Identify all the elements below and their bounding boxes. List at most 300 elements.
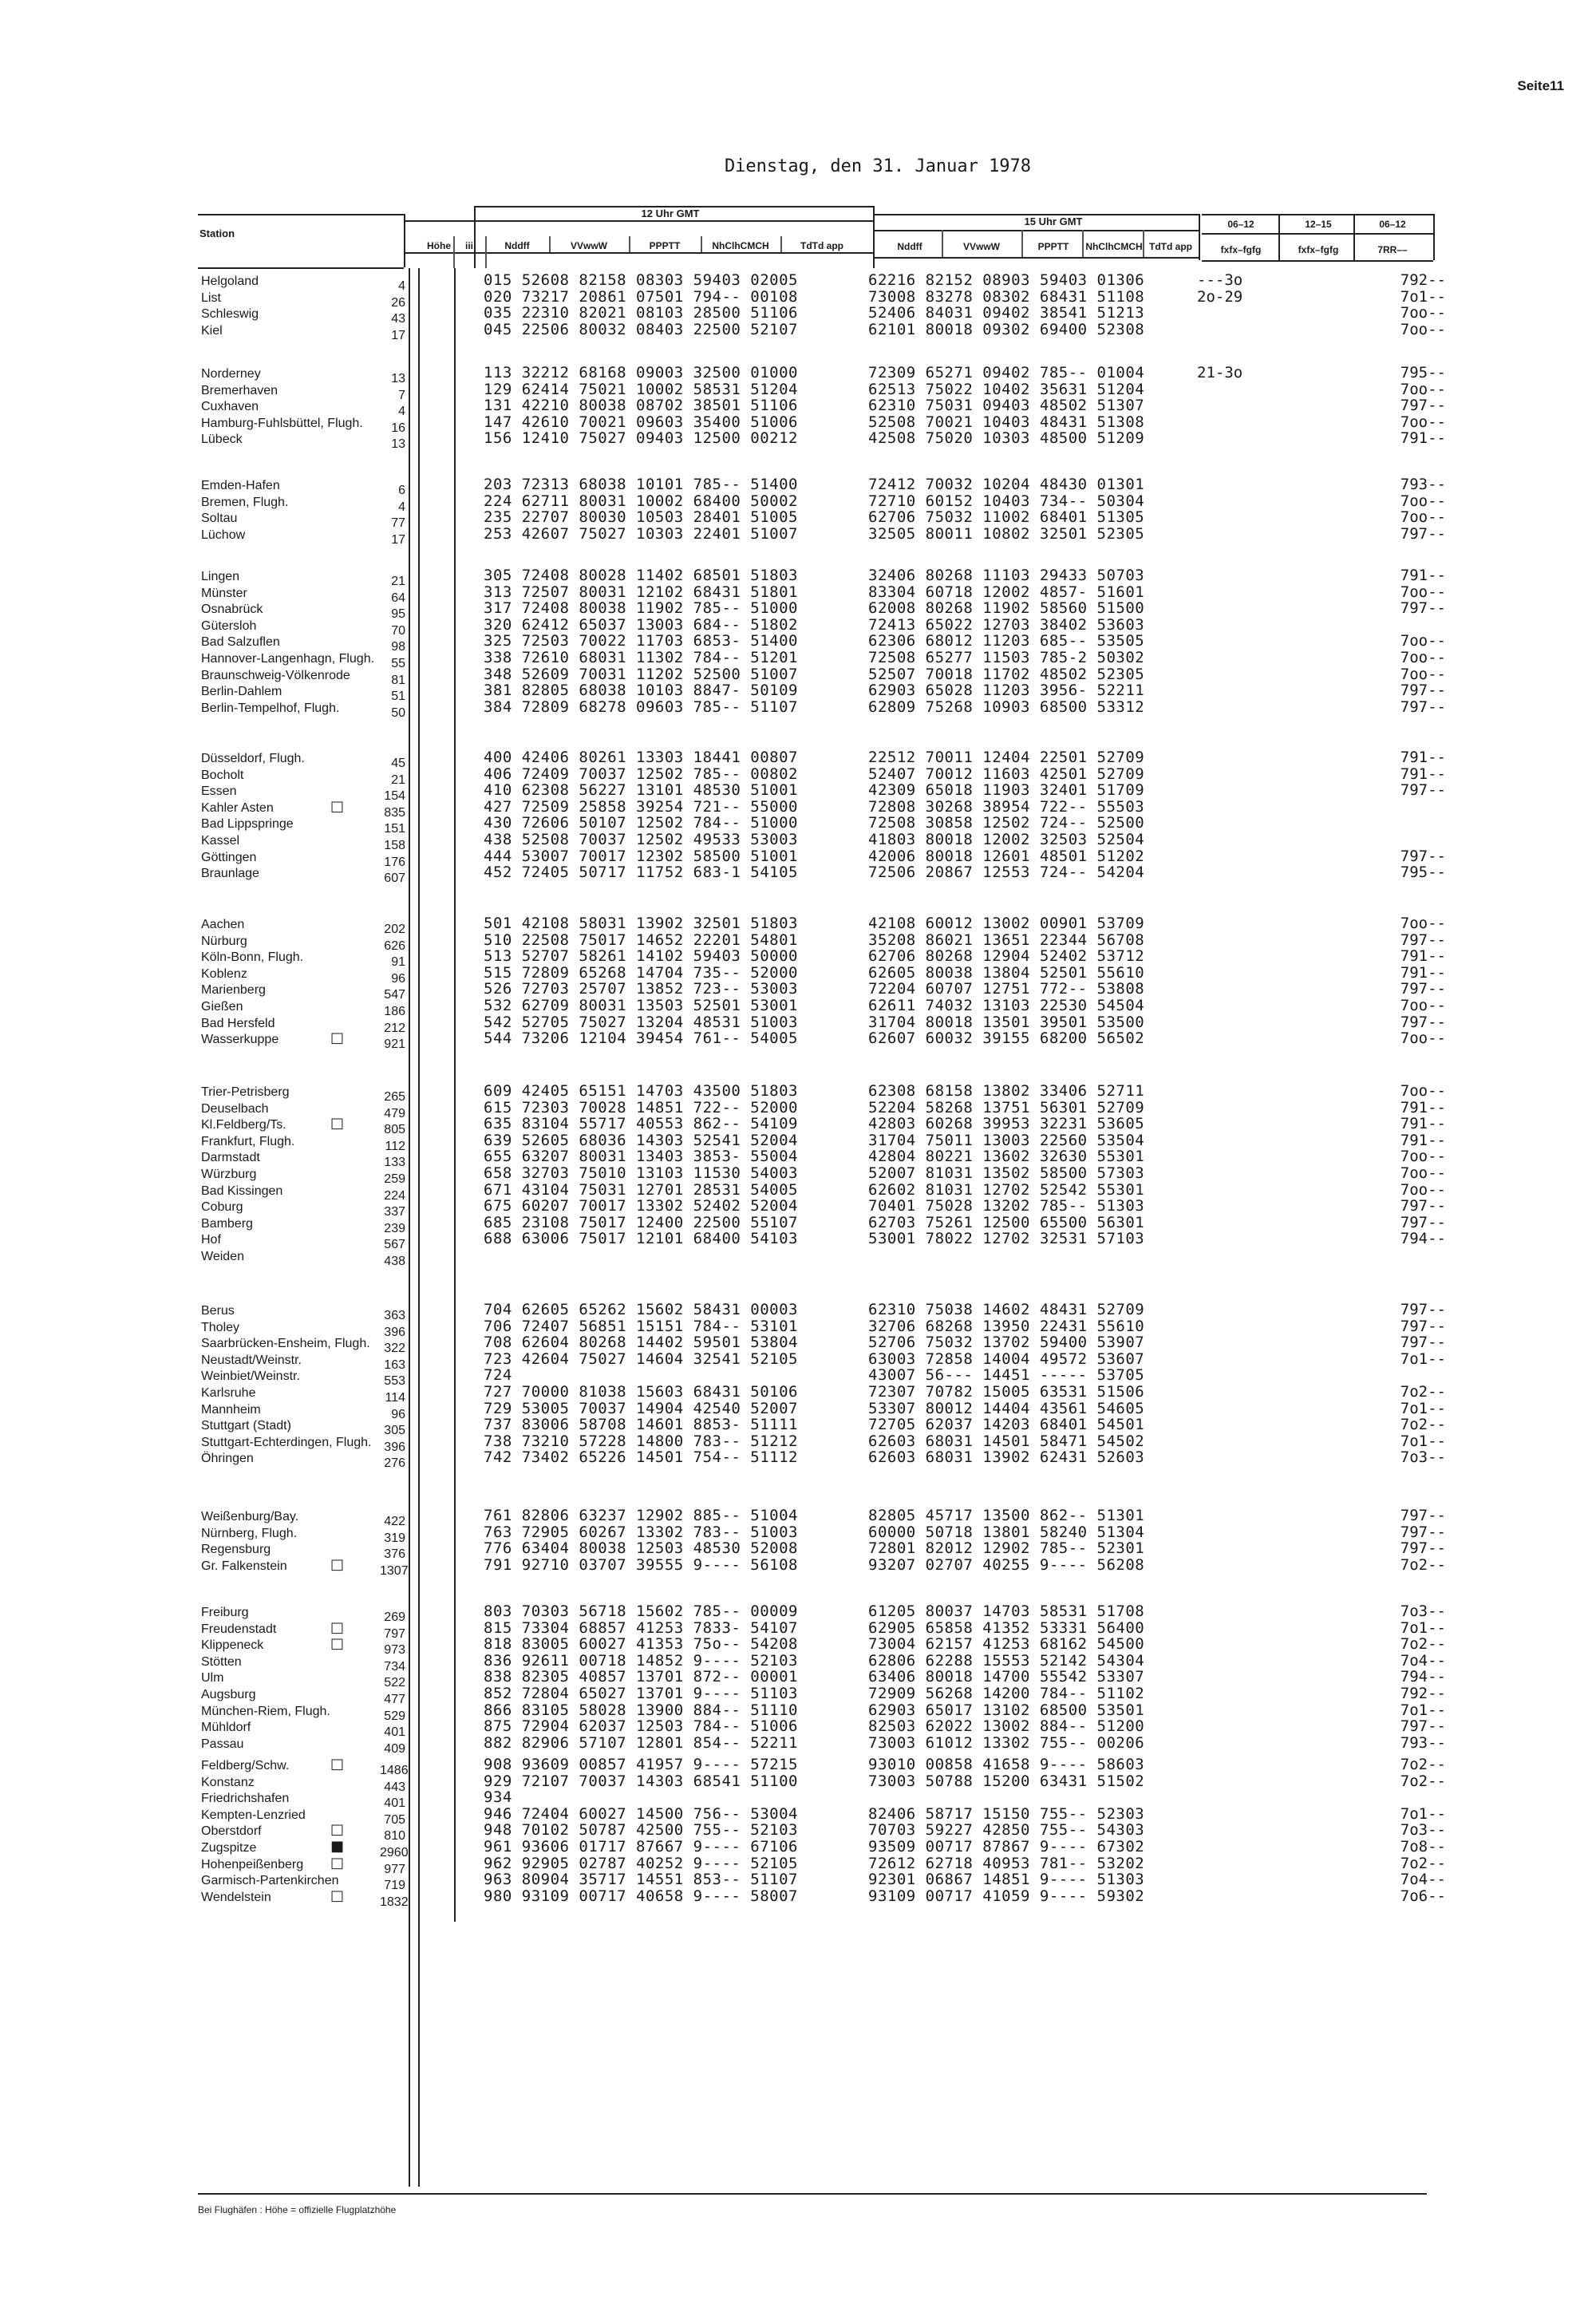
obs-12-gmt: 723 42604 75027 14604 32541 52105 (484, 1350, 798, 1368)
range-06-12b-header: 06–12 (1379, 219, 1406, 230)
table-row (198, 492, 1446, 514)
obs-12-gmt: 838 82305 40857 13701 872-- 00001 (484, 1668, 798, 1686)
obs-12-gmt: 761 82806 63237 12902 885-- 51004 (484, 1507, 798, 1524)
station-group (198, 915, 1446, 1052)
obs-12-gmt: 961 93606 01717 87667 9---- 67106 (484, 1837, 798, 1855)
obs-15-gmt: 52406 84031 09402 38541 51213 (868, 304, 1145, 322)
table-row (198, 380, 1446, 402)
table-row (198, 698, 1446, 720)
rain-06-12: 7oo-- (1400, 1082, 1446, 1100)
station-name: Darmstadt (201, 1151, 260, 1165)
rain-06-12: 791-- (1400, 749, 1446, 766)
station-height: 409 (384, 1741, 405, 1756)
table-row (198, 1213, 1446, 1235)
obs-15-gmt: 52706 75032 13702 59400 53907 (868, 1334, 1145, 1352)
obs-15-gmt: 62308 68158 13802 33406 52711 (868, 1082, 1145, 1100)
station-name: Garmisch-Partenkirchen (201, 1874, 339, 1888)
obs-12-gmt: 742 73402 65226 14501 754-- 51112 (484, 1448, 798, 1467)
station-height: 422 (384, 1515, 405, 1528)
table-row (198, 1887, 1446, 1909)
obs-12-gmt: 203 72313 68038 10101 785-- 51400 (484, 476, 798, 493)
station-height: 319 (384, 1531, 405, 1545)
rain-06-12: 797-- (1400, 1523, 1446, 1541)
obs-12-gmt: 688 63006 75017 12101 68400 54103 (484, 1230, 798, 1248)
obs-12-gmt: 729 53005 70037 14904 42540 52007 (484, 1399, 798, 1417)
station-height: 322 (384, 1342, 405, 1356)
table-row (198, 1230, 1446, 1252)
rain-06-12: 7o1-- (1400, 1618, 1446, 1637)
rain-06-12: 797-- (1400, 1717, 1446, 1736)
station-height: 133 (384, 1156, 405, 1170)
obs-15-gmt: 32406 80268 11103 29433 50703 (868, 567, 1145, 584)
station-marker-icon: □ (330, 1115, 345, 1132)
station-height: 95 (391, 607, 405, 622)
obs-15-gmt: 52507 70018 11702 48502 52305 (868, 665, 1145, 683)
rain-06-12: 791-- (1400, 947, 1446, 966)
obs-15-gmt: 63003 72858 14004 49572 53607 (868, 1350, 1145, 1368)
table-row (198, 1733, 1446, 1756)
station-name: Frankfurt, Flugh. (201, 1134, 295, 1148)
station-name: Feldberg/Schw. (201, 1759, 290, 1772)
rain-06-12: 791-- (1400, 429, 1446, 448)
obs-15-gmt: 82503 62022 13002 884-- 51200 (868, 1717, 1145, 1736)
station-height: 734 (384, 1659, 405, 1674)
obs-12-gmt: 934 (484, 1788, 512, 1807)
station-height: 158 (384, 838, 405, 852)
obs-12-gmt: 381 82805 68038 10103 8847- 50109 (484, 682, 798, 700)
station-height: 55 (391, 656, 405, 670)
station-name: Bad Kissingen (201, 1184, 283, 1198)
station-height: 376 (384, 1547, 405, 1562)
rain-06-12: 7oo-- (1400, 413, 1446, 431)
rain-06-12: 7oo-- (1400, 508, 1446, 527)
station-name: Essen (201, 784, 237, 799)
obs-15-gmt: 62101 80018 09302 69400 52308 (868, 320, 1145, 338)
obs-12-gmt: 866 83105 58028 13900 884-- 51110 (484, 1701, 798, 1719)
station-height: 797 (384, 1626, 405, 1641)
rain-06-12: 7oo-- (1400, 648, 1446, 666)
obs-12-gmt: 224 62711 80031 10002 68400 50002 (484, 492, 798, 510)
table-row (198, 648, 1446, 670)
station-height: 45 (391, 757, 405, 770)
rain-06-12: 797-- (1400, 1213, 1446, 1231)
obs-12-gmt: 544 73206 12104 39454 761-- 54005 (484, 1029, 798, 1048)
block15-subrule (875, 230, 1199, 231)
table-row (198, 1416, 1446, 1438)
station-name: Gießen (201, 999, 243, 1014)
table-row (198, 847, 1446, 869)
obs-12-gmt: 609 42405 65151 14703 43500 51803 (484, 1082, 798, 1100)
table-row (198, 1098, 1446, 1120)
obs-12-gmt: 818 83005 60027 41353 75o-- 54208 (484, 1635, 798, 1654)
station-height: 305 (384, 1424, 405, 1438)
obs-15-gmt: 62216 82152 08903 59403 01306 (868, 271, 1145, 289)
obs-15-gmt: 53001 78022 12702 32531 57103 (868, 1230, 1145, 1248)
rain-06-12: 797-- (1400, 847, 1446, 865)
rain-06-12: 7o3-- (1400, 1602, 1446, 1620)
station-name: Kempten-Lenzried (201, 1808, 306, 1822)
station-name: Schleswig (201, 307, 259, 322)
obs-15-gmt: 42508 75020 10303 48500 51209 (868, 429, 1145, 448)
station-marker-icon: □ (330, 1029, 345, 1047)
station-height: 2960 (380, 1845, 409, 1859)
rain-06-12: 797-- (1400, 1317, 1446, 1335)
obs-15-gmt: 62603 68031 13902 62431 52603 (868, 1448, 1145, 1467)
iii-header: iii (464, 240, 473, 251)
station-name: Augsburg (201, 1687, 256, 1701)
header-divider (474, 206, 476, 268)
station-height: 176 (384, 855, 405, 869)
table-row (198, 830, 1435, 852)
rain-06-12: 7oo-- (1400, 492, 1446, 510)
table-row (198, 1366, 1435, 1389)
station-group (198, 364, 1446, 452)
obs-15-gmt: 72309 65271 09402 785-- 01004 (868, 364, 1145, 381)
rain-06-12: 791-- (1400, 1131, 1446, 1149)
right-header-rule (1202, 214, 1433, 215)
header-divider (1353, 214, 1355, 260)
table-row (198, 413, 1446, 435)
block12-title: 12 Uhr GMT (641, 207, 700, 219)
table-row (198, 980, 1446, 1002)
ppptt-header: PPPTT (649, 240, 681, 251)
rain-06-12: 7oo-- (1400, 1164, 1446, 1182)
table-row (198, 271, 1446, 293)
station-group (198, 1082, 1446, 1268)
obs-12-gmt: 131 42210 80038 08702 38501 51106 (484, 397, 798, 415)
station-height: 13 (391, 372, 405, 385)
obs-15-gmt: 82406 58717 15150 755-- 52303 (868, 1804, 1145, 1823)
obs-15-gmt: 73003 50788 15200 63431 51502 (868, 1772, 1145, 1790)
obs-15-gmt: 52204 58268 13751 56301 52709 (868, 1098, 1145, 1116)
rain-06-12: 7o1-- (1400, 1350, 1446, 1368)
station-height: 396 (384, 1325, 405, 1339)
station-height: 1307 (380, 1563, 409, 1578)
station-name: Zugspitze (201, 1840, 257, 1855)
obs-15-gmt: 42006 80018 12601 48501 51202 (868, 847, 1145, 865)
station-name: Ulm (201, 1671, 224, 1685)
obs-12-gmt: 510 22508 75017 14652 22201 54801 (484, 931, 798, 949)
table-row (198, 963, 1446, 986)
station-name: Freiburg (201, 1606, 249, 1619)
obs-12-gmt: 738 73210 57228 14800 783-- 51212 (484, 1432, 798, 1450)
obs-12-gmt: 963 80904 35717 14551 853-- 51107 (484, 1871, 798, 1889)
station-height: 522 (384, 1676, 405, 1690)
obs-12-gmt: 015 52608 82158 08303 59403 02005 (484, 271, 798, 289)
station-height: 96 (391, 1407, 405, 1421)
table-row (198, 1788, 1435, 1811)
obs-15-gmt: 93207 02707 40255 9---- 56208 (868, 1555, 1145, 1574)
table-row (198, 797, 1435, 820)
station-name: Öhringen (201, 1452, 254, 1466)
rain-06-12: 797-- (1400, 781, 1446, 800)
obs-12-gmt: 313 72507 80031 12102 68431 51801 (484, 583, 798, 601)
table-row (198, 1668, 1446, 1690)
tdtd-header-15: TdTd app (1149, 241, 1192, 252)
obs-12-gmt: 156 12410 75027 09403 12500 00212 (484, 429, 798, 448)
table-row (198, 1399, 1446, 1421)
rain-06-12: 7o4-- (1400, 1651, 1446, 1670)
station-height: 547 (384, 988, 405, 1002)
station-height: 50 (391, 705, 405, 720)
station-name: Gr. Falkenstein (201, 1559, 287, 1573)
rain-06-12: 791-- (1400, 1115, 1446, 1133)
station-height: 70 (391, 623, 405, 638)
rain-06-12: 7o2-- (1400, 1756, 1446, 1773)
obs-12-gmt: 526 72703 25707 13852 723-- 53003 (484, 980, 798, 998)
obs-12-gmt: 685 23108 75017 12400 22500 55107 (484, 1213, 798, 1231)
station-name: Neustadt/Weinstr. (201, 1353, 302, 1367)
vvwww-header-15: VVwwW (962, 241, 1000, 252)
station-height: 363 (384, 1309, 405, 1322)
table-row (198, 1164, 1446, 1186)
station-name: München-Riem, Flugh. (201, 1704, 330, 1718)
table-row (198, 320, 1446, 342)
table-row (198, 749, 1446, 770)
obs-12-gmt: 658 32703 75010 13103 11530 54003 (484, 1164, 798, 1182)
table-row (198, 1432, 1446, 1454)
obs-15-gmt: 82805 45717 13500 862-- 51301 (868, 1507, 1145, 1524)
obs-12-gmt: 671 43104 75031 12701 28531 54005 (484, 1180, 798, 1199)
obs-15-gmt: 73008 83278 08302 68431 51108 (868, 287, 1145, 306)
station-height: 163 (384, 1357, 405, 1372)
table-row (198, 1507, 1446, 1528)
table-row (198, 364, 1446, 385)
obs-15-gmt: 93109 00717 41059 9---- 59302 (868, 1887, 1145, 1905)
obs-15-gmt: 70401 75028 13202 785-- 51303 (868, 1197, 1145, 1215)
obs-15-gmt: 62809 75268 10903 68500 53312 (868, 698, 1145, 716)
footnote: Bei Flughäfen : Höhe = offizielle Flugplatzhöhe (198, 2204, 397, 2215)
obs-15-gmt: 32505 80011 10802 32501 52305 (868, 524, 1145, 543)
station-name: Kl.Feldberg/Ts. (201, 1118, 286, 1132)
rain-06-12: 791-- (1400, 963, 1446, 982)
station-group (198, 476, 1446, 547)
rain-06-12: 791-- (1400, 765, 1446, 783)
obs-15-gmt: 63406 80018 14700 55542 53307 (868, 1668, 1145, 1686)
station-height: 705 (384, 1812, 405, 1827)
table-row (198, 1539, 1446, 1562)
obs-12-gmt: 836 92611 00718 14852 9---- 52103 (484, 1651, 798, 1670)
station-group (198, 1756, 1446, 1909)
station-name: Weinbiet/Weinstr. (201, 1369, 300, 1384)
station-height: 626 (384, 939, 405, 953)
obs-12-gmt: 325 72503 70022 11703 6853- 51400 (484, 632, 798, 650)
obs-15-gmt: 72412 70032 10204 48430 01301 (868, 476, 1145, 493)
station-height: 114 (385, 1390, 405, 1405)
rain-06-12: 797-- (1400, 931, 1446, 949)
table-row (198, 1651, 1446, 1674)
table-row (198, 996, 1446, 1018)
station-height: 977 (384, 1862, 405, 1876)
obs-12-gmt: 639 52605 68036 14303 52541 52004 (484, 1131, 798, 1149)
station-height: 553 (384, 1374, 405, 1389)
station-height: 337 (384, 1205, 405, 1219)
table-row (198, 1350, 1446, 1372)
station-height: 810 (384, 1829, 405, 1844)
obs-15-gmt: 72710 60152 10403 734-- 50304 (868, 492, 1145, 510)
station-group (198, 1507, 1446, 1578)
rain-06-12: 7o1-- (1400, 1399, 1446, 1417)
station-name: Hamburg-Fuhlsbüttel, Flugh. (201, 416, 363, 430)
rain-06-12: 797-- (1400, 1334, 1446, 1352)
obs-15-gmt: 62706 80268 12904 52402 53712 (868, 947, 1145, 966)
table-row (198, 1871, 1446, 1893)
block15-subrule (875, 257, 1199, 259)
header-divider (629, 236, 630, 252)
station-height: 921 (384, 1037, 405, 1052)
station-name: Berlin-Dahlem (201, 685, 282, 699)
obs-12-gmt: 235 22707 80030 10503 28401 51005 (484, 508, 798, 527)
obs-15-gmt: 62903 65028 11203 3956- 52211 (868, 682, 1145, 700)
station-height: 17 (391, 328, 405, 342)
header-divider (549, 236, 551, 252)
obs-15-gmt: 32706 68268 13950 22431 55610 (868, 1317, 1145, 1335)
rain-06-12: 7o2-- (1400, 1555, 1446, 1574)
table-row (198, 583, 1446, 605)
station-marker-icon: □ (330, 1821, 345, 1839)
block15-title: 15 Uhr GMT (1024, 215, 1083, 227)
station-marker-icon: □ (330, 1555, 345, 1573)
rain-06-12: 797-- (1400, 980, 1446, 998)
station-name: Aachen (201, 918, 245, 931)
rain-06-12: 7o2-- (1400, 1382, 1446, 1401)
station-name: Saarbrücken-Ensheim, Flugh. (201, 1337, 370, 1351)
rain-06-12: 7o2-- (1400, 1772, 1446, 1790)
station-name: Deuselbach (201, 1101, 269, 1116)
table-row (198, 1684, 1446, 1706)
table-row (198, 1082, 1446, 1104)
obs-15-gmt: 62513 75022 10402 35631 51204 (868, 380, 1145, 398)
obs-15-gmt: 60000 50718 13801 58240 51304 (868, 1523, 1145, 1541)
station-height: 239 (384, 1221, 405, 1235)
rain-06-12: 797-- (1400, 1197, 1446, 1215)
wind-06-12: 2o-29 (1197, 287, 1243, 306)
vvwww-header: VVwwW (570, 240, 607, 251)
table-row (198, 1635, 1446, 1658)
table-row (198, 1131, 1446, 1153)
table-row (198, 476, 1446, 497)
station-height: 443 (384, 1780, 405, 1794)
station-height: 202 (384, 923, 405, 936)
obs-12-gmt: 384 72809 68278 09603 785-- 51107 (484, 698, 798, 716)
station-name: Wasserkuppe (201, 1033, 279, 1047)
rain-06-12: 7oo-- (1400, 583, 1446, 601)
obs-12-gmt: 410 62308 56227 13101 48530 51001 (484, 781, 798, 800)
station-name: Kassel (201, 833, 240, 848)
obs-12-gmt: 875 72904 62037 12503 784-- 51006 (484, 1717, 798, 1736)
nddff-header-15: Nddff (897, 241, 922, 252)
obs-15-gmt: 72307 70782 15005 63531 51506 (868, 1382, 1145, 1401)
header-divider (1433, 214, 1435, 260)
station-name: Oberstdorf (201, 1824, 262, 1839)
rain-06-12: 794-- (1400, 1230, 1446, 1248)
table-row (198, 1772, 1446, 1794)
station-height: 43 (391, 312, 405, 326)
rain-06-12: 797-- (1400, 1507, 1446, 1524)
table-row (198, 1248, 1435, 1268)
rain-06-12: 795-- (1400, 364, 1446, 381)
nhcl-header-15: NhClhCMCH (1085, 241, 1143, 252)
obs-12-gmt: 815 73304 68857 41253 7833- 54107 (484, 1618, 798, 1637)
range-06-12-header: 06–12 (1227, 219, 1254, 230)
table-row (198, 1701, 1446, 1723)
station-height: 51 (391, 690, 405, 704)
station-name: Bad Salzuflen (201, 635, 280, 650)
header-divider (485, 236, 487, 268)
station-height: 438 (384, 1254, 405, 1268)
station-height: 151 (384, 822, 405, 836)
station-name: Göttingen (201, 850, 257, 864)
station-height: 224 (384, 1188, 405, 1203)
obs-15-gmt: 72506 20867 12553 724-- 54204 (868, 863, 1145, 882)
obs-15-gmt: 61205 80037 14703 58531 51708 (868, 1602, 1145, 1620)
table-row (198, 524, 1446, 547)
station-height: 96 (391, 971, 405, 986)
wind-sub-header: fxfx–fgfg (1220, 244, 1262, 255)
rain-06-12: 7o6-- (1400, 1887, 1446, 1905)
station-name: Stuttgart (Stadt) (201, 1419, 291, 1433)
station-height: 1486 (380, 1764, 409, 1777)
table-row (198, 1602, 1446, 1624)
table-row (198, 1382, 1446, 1405)
station-height: 98 (391, 640, 405, 654)
station-name: Braunlage (201, 867, 259, 881)
station-height: 973 (384, 1643, 405, 1658)
obs-15-gmt: 62310 75031 09403 48502 51307 (868, 397, 1145, 415)
table-row (198, 1523, 1446, 1545)
tdtd-header: TdTd app (800, 240, 843, 251)
station-name: Hannover-Langenhagn, Flugh. (201, 651, 375, 666)
station-header: Station (200, 227, 235, 239)
station-name: Koblenz (201, 966, 247, 981)
station-name: List (201, 290, 221, 305)
obs-15-gmt: 62008 80268 11902 58560 51500 (868, 599, 1145, 618)
obs-12-gmt: 253 42607 75027 10303 22401 51007 (484, 524, 798, 543)
obs-15-gmt: 52407 70012 11603 42501 52709 (868, 765, 1145, 783)
station-name: Passau (201, 1737, 244, 1751)
station-name: Kahler Asten (201, 800, 274, 815)
table-row (198, 1317, 1446, 1339)
obs-15-gmt: 72508 30858 12502 724-- 52500 (868, 814, 1145, 832)
obs-15-gmt: 62703 75261 12500 65500 56301 (868, 1213, 1145, 1231)
obs-15-gmt: 73004 62157 41253 68162 54500 (868, 1635, 1145, 1654)
station-height: 269 (384, 1610, 405, 1624)
header-divider (453, 236, 455, 268)
obs-15-gmt: 42108 60012 13002 00901 53709 (868, 915, 1145, 932)
table-row (198, 632, 1446, 654)
obs-12-gmt: 515 72809 65268 14704 735-- 52000 (484, 963, 798, 982)
obs-15-gmt: 70703 59227 42850 755-- 54303 (868, 1821, 1145, 1840)
table-row (198, 1148, 1446, 1170)
station-name: Marienberg (201, 983, 266, 998)
rain-06-12: 793-- (1400, 476, 1446, 493)
obs-15-gmt: 93509 00717 87867 9---- 67302 (868, 1837, 1145, 1855)
rain-06-12: 797-- (1400, 1013, 1446, 1031)
obs-15-gmt: 72705 62037 14203 68401 54501 (868, 1416, 1145, 1434)
station-group (198, 1301, 1446, 1471)
station-name: Weißenburg/Bay. (201, 1510, 299, 1523)
header-divider (1278, 214, 1280, 260)
header-divider (701, 236, 702, 252)
table-row (198, 1804, 1446, 1827)
rain-06-12: 7o2-- (1400, 1635, 1446, 1654)
hoehe-header: Höhe (427, 240, 451, 251)
obs-12-gmt: 501 42108 58031 13902 32501 51803 (484, 915, 798, 932)
station-height: 396 (384, 1440, 405, 1454)
table-row (198, 1180, 1446, 1203)
station-height: 719 (384, 1879, 405, 1893)
station-marker-icon: □ (330, 1618, 345, 1636)
